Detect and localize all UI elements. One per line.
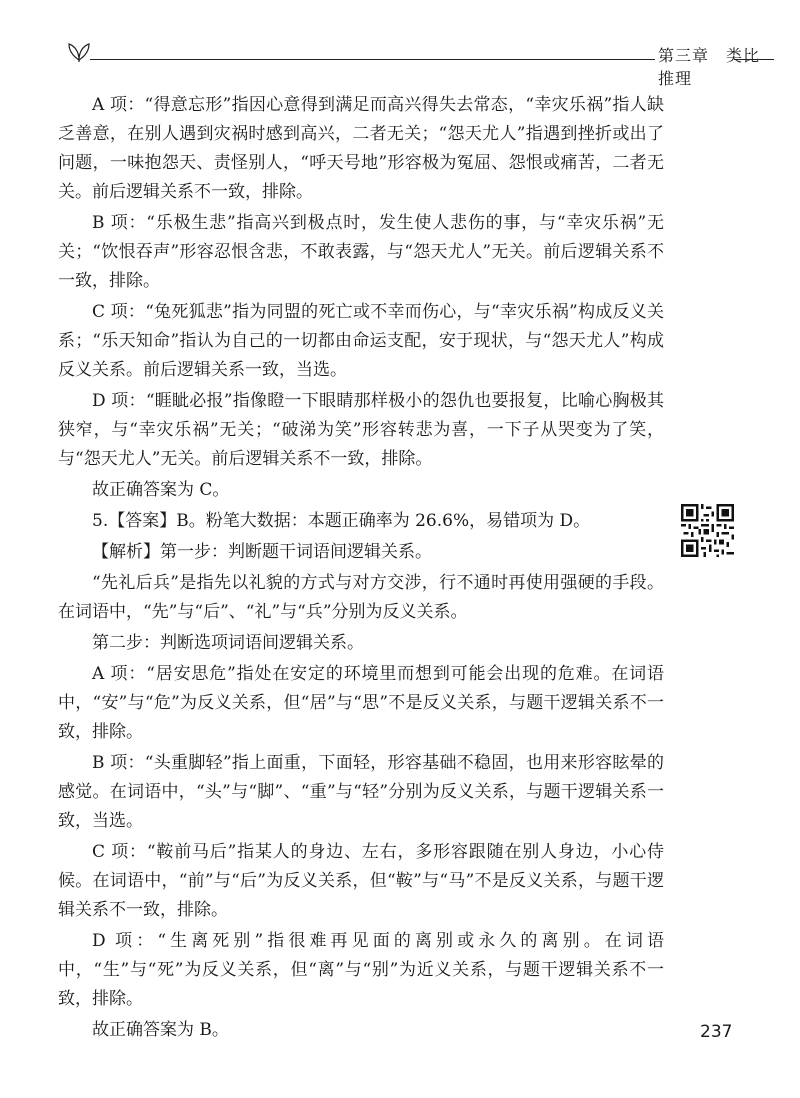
- paragraph: 故正确答案为 C。: [92, 480, 230, 500]
- page-number: 237: [700, 1022, 733, 1042]
- qr-code-icon[interactable]: [681, 504, 734, 557]
- step-heading: 第二步：判断选项词语间逻辑关系。: [92, 633, 364, 653]
- paragraph: C 项：“兔死狐悲”指为同盟的死亡或不幸而伤心，与“幸灾乐祸”构成反义关系；“乐天知命”指认为自己的一切都由命运支配，安于现状，与“怨天尤人”构成反义关系。前后逻辑关系一致，当选。: [58, 302, 664, 380]
- header-rule: [90, 59, 655, 60]
- paragraph: D 项：“睚眦必报”指像瞪一下眼睛那样极小的怨仇也要报复，比喻心胸极其狭窄，与“幸灾乐祸”无关；“破涕为笑”形容转悲为喜，一下子从哭变为了笑，与“怨天尤人”无关。前后逻辑关系不一致，排除。: [58, 391, 664, 469]
- analysis-heading: 【解析】第一步：判断题干词语间逻辑关系。: [92, 542, 432, 562]
- paragraph: C 项：“鞍前马后”指某人的身边、左右，多形容跟随在别人身边，小心侍候。在词语中，“前”与“后”为反义关系，但“鞍”与“马”不是反义关系，与题干逻辑关系不一致，排除。: [58, 842, 664, 920]
- chapter-title: 第三章 类比推理: [658, 46, 761, 88]
- leaf-icon: [66, 40, 92, 62]
- paragraph: A 项：“居安思危”指处在安定的环境里而想到可能会出现的危难。在词语中，“安”与“危”为反义关系，但“居”与“思”不是反义关系，与题干逻辑关系不一致，排除。: [58, 664, 664, 742]
- paragraph: “先礼后兵”是指先以礼貌的方式与对方交涉，行不通时再使用强硬的手段。在词语中，“先”与“后”、“礼”与“兵”分别为反义关系。: [58, 573, 664, 622]
- paragraph: B 项：“头重脚轻”指上面重，下面轻，形容基础不稳固，也用来形容眩晕的感觉。在词语中，“头”与“脚”、“重”与“轻”分别为反义关系，与题干逻辑关系一致，当选。: [58, 753, 664, 831]
- paragraph: B 项：“乐极生悲”指高兴到极点时，发生使人悲伤的事，与“幸灾乐祸”无关；“饮恨吞声”形容忍恨含悲，不敢表露，与“怨天尤人”无关。前后逻辑关系不一致，排除。: [58, 213, 664, 291]
- page-body: [58, 91, 664, 1047]
- page-header: [66, 40, 774, 88]
- answer-line: 5.【答案】B。粉笔大数据：本题正确率为 26.6%，易错项为 D。: [92, 511, 591, 531]
- paragraph: D 项：“生离死别”指很难再见面的离别或永久的离别。在词语中，“生”与“死”为反义关系，但“离”与“别”为近义关系，与题干逻辑关系不一致，排除。: [58, 931, 664, 1009]
- paragraph: A 项：“得意忘形”指因心意得到满足而高兴得失去常态，“幸灾乐祸”指人缺乏善意，在别人遇到灾祸时感到高兴，二者无关；“怨天尤人”指遇到挫折或出了问题，一味抱怨天、责怪别人，“呼天号地”形容极为冤屈、怨恨或痛苦，二者无关。前后逻辑关系不一致，排除。: [58, 95, 664, 202]
- header-rule-right: [734, 59, 774, 60]
- paragraph: 故正确答案为 B。: [92, 1020, 229, 1040]
